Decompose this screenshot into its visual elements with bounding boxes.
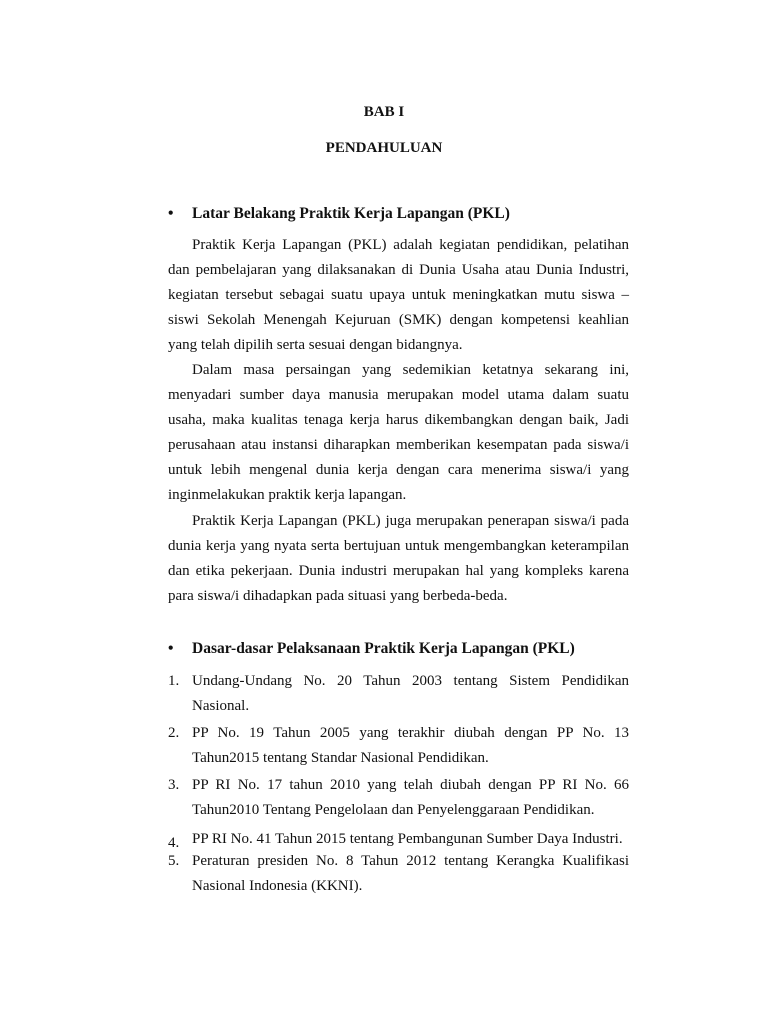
list-item xyxy=(168,669,629,719)
section-heading-text: Latar Belakang Praktik Kerja Lapangan (PKL) xyxy=(192,205,510,222)
section-heading-text: Dasar-dasar Pelaksanaan Praktik Kerja Lapangan (PKL) xyxy=(192,640,575,657)
bullet-icon: • xyxy=(168,640,174,657)
paragraph: Praktik Kerja Lapangan (PKL) adalah kegiatan pendidikan, pelatihan dan pembelajaran yang dilaksanakan di Dunia Usaha atau Dunia Industri, kegiatan tersebut sebagai suatu upaya untuk meningkatkan mutu siswa – siswi Sekolah Menengah Kejuruan (SMK) dengan kompetensi keahlian yang telah dipilih serta sesuai dengan bidangnya. xyxy=(168,237,629,353)
list-item xyxy=(168,773,629,823)
list-number: 2. xyxy=(168,725,180,741)
list-item-text: PP RI No. 41 Tahun 2015 tentang Pembangunan Sumber Daya Industri. xyxy=(192,831,623,847)
list-item-text: PP RI No. 17 tahun 2010 yang telah diubah dengan PP RI No. 66 Tahun2010 Tentang Pengelolaan dan Penyelenggaraan Pendidikan. xyxy=(192,777,629,818)
list-number: 5. xyxy=(168,853,180,869)
list-number: 1. xyxy=(168,673,180,689)
list-number: 3. xyxy=(168,777,180,793)
paragraph: Dalam masa persaingan yang sedemikian ketatnya sekarang ini, menyadari sumber daya manusia merupakan model utama dalam suatu usaha, maka kualitas tenaga kerja harus dikembangkan dengan baik, Jadi perusahaan atau instansi diharapkan memberikan kesempatan pada siswa/i untuk lebih mengenal dunia kerja dengan cara menerima siswa/i yang inginmelakukan praktik kerja lapangan. xyxy=(168,362,629,503)
list-item xyxy=(168,721,629,771)
list-item xyxy=(168,849,629,899)
list-item xyxy=(168,827,629,851)
list-item-text: Undang-Undang No. 20 Tahun 2003 tentang Sistem Pendidikan Nasional. xyxy=(192,673,629,714)
legal-basis-list xyxy=(168,669,629,899)
chapter-title: PENDAHULUAN xyxy=(325,140,443,156)
bullet-icon: • xyxy=(168,205,174,222)
list-item-text: PP No. 19 Tahun 2005 yang terakhir diubah dengan PP No. 13 Tahun2015 tentang Standar Nasional Pendidikan. xyxy=(192,725,629,766)
list-number: 4. xyxy=(168,835,180,851)
paragraph: Praktik Kerja Lapangan (PKL) juga merupakan penerapan siswa/i pada dunia kerja yang nyata serta bertujuan untuk mengembangkan keterampilan dan etika pekerjaan. Dunia industri merupakan hal yang kompleks karena para siswa/i dihadapkan pada situasi yang berbeda-beda. xyxy=(168,513,629,604)
chapter-number: BAB I xyxy=(363,104,405,120)
list-item-text: Peraturan presiden No. 8 Tahun 2012 tentang Kerangka Kualifikasi Nasional Indonesia (KKNI). xyxy=(192,853,629,894)
